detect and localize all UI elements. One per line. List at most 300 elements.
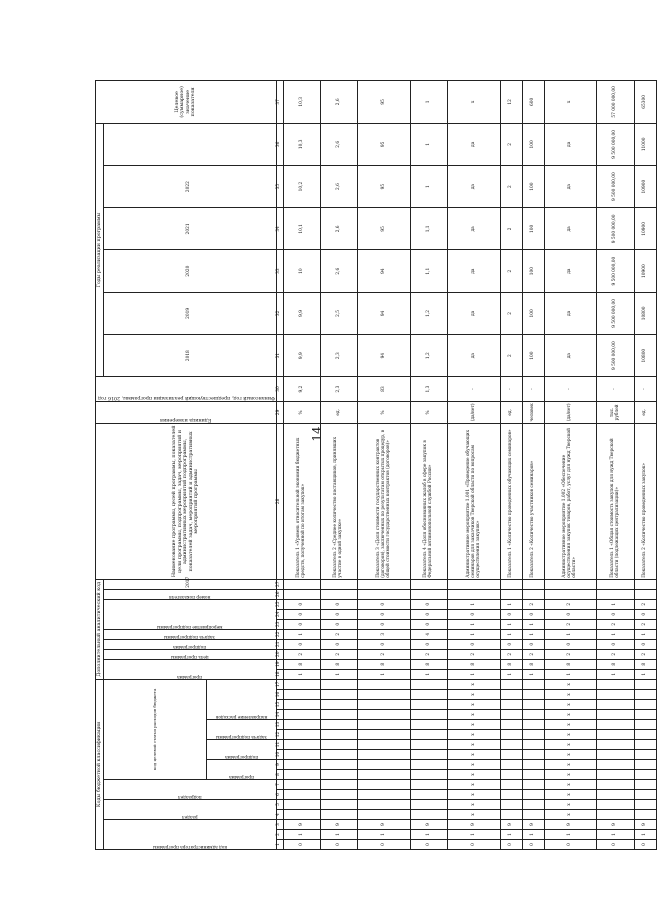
row-year-value: 2 — [501, 335, 523, 377]
row-base-value: - — [522, 377, 544, 401]
column-number: 3 — [276, 820, 283, 830]
code-cell — [501, 750, 523, 760]
year-2020-header: 2020 — [103, 250, 276, 292]
ta-subprogram-header: подпрограмма — [207, 740, 277, 760]
code-cell: 8 — [283, 659, 320, 669]
code-cell: 2 — [321, 649, 358, 659]
target-article-header: код целевой статьи расходов бюджета — [103, 679, 207, 779]
add-event-header: мероприятие подпрограммы — [103, 599, 276, 629]
code-cell: 1 — [283, 629, 320, 639]
row-year-value: 1,1 — [411, 250, 448, 292]
code-cell — [283, 750, 320, 760]
column-number: 33 — [276, 250, 283, 292]
code-cell: 2 — [544, 619, 597, 629]
row-year-value: 2,6 — [321, 123, 358, 165]
table-row — [358, 81, 411, 850]
code-cell — [358, 810, 411, 820]
code-cell: 0 — [411, 840, 448, 850]
code-cell — [283, 770, 320, 780]
row-year-value: 2,6 — [321, 165, 358, 207]
column-number: 18 — [276, 669, 283, 679]
code-cell — [501, 780, 523, 790]
year-2019-header: 2019 — [103, 292, 276, 334]
code-cell-empty — [634, 579, 656, 589]
code-cell: x — [544, 750, 597, 760]
code-cell — [411, 770, 448, 780]
code-cell — [358, 760, 411, 770]
code-cell: 2 — [522, 599, 544, 609]
ta-program-header: программа — [207, 760, 277, 780]
code-cell: 0 — [634, 639, 656, 649]
code-cell-empty — [544, 589, 597, 599]
row-year-value: 10900 — [634, 208, 656, 250]
row-year-value: да — [448, 250, 501, 292]
column-number: 21 — [276, 639, 283, 649]
code-cell-empty — [634, 589, 656, 599]
row-year-value: да — [448, 165, 501, 207]
code-cell — [522, 710, 544, 720]
code-cell — [283, 679, 320, 689]
table-row — [321, 81, 358, 850]
code-cell: 1 — [448, 599, 501, 609]
column-number: 29 — [276, 401, 283, 423]
section-header: раздел — [103, 800, 276, 820]
row-year-value: 9 500 000,00 — [597, 335, 634, 377]
code-cell: 0 — [634, 609, 656, 619]
code-cell — [358, 730, 411, 740]
row-unit: % — [411, 401, 448, 423]
row-target-value: 95 — [358, 81, 411, 124]
code-cell — [411, 810, 448, 820]
code-cell — [522, 720, 544, 730]
code-cell — [597, 790, 634, 800]
code-cell — [597, 730, 634, 740]
code-cell — [283, 720, 320, 730]
row-target-value: 2,6 — [321, 81, 358, 124]
code-cell: 1 — [283, 669, 320, 679]
code-cell — [411, 679, 448, 689]
code-cell — [634, 750, 656, 760]
code-cell-empty — [501, 579, 523, 589]
row-unit: (да/нет) — [448, 401, 501, 423]
code-cell — [597, 800, 634, 810]
code-cell: 2 — [522, 649, 544, 659]
code-cell: 9 — [411, 820, 448, 830]
column-number: 35 — [276, 165, 283, 207]
code-cell: x — [448, 740, 501, 750]
code-cell — [501, 790, 523, 800]
row-year-value: 100 — [522, 208, 544, 250]
code-cell — [321, 790, 358, 800]
budget-codes-header: Коды бюджетной классификации — [96, 679, 104, 849]
code-cell — [597, 740, 634, 750]
code-cell: x — [448, 770, 501, 780]
code-cell — [634, 710, 656, 720]
row-year-value: 94 — [358, 335, 411, 377]
column-number: 30 — [276, 377, 283, 401]
row-name: Показатель 1 «Уровень относительной экономии бюджетных средств, полученной по итогам закупок» — [283, 424, 320, 580]
row-unit: ед. — [634, 401, 656, 423]
code-cell — [522, 750, 544, 760]
row-year-value: да — [544, 208, 597, 250]
code-cell: 2 — [358, 649, 411, 659]
row-year-value: 10900 — [634, 250, 656, 292]
row-name: Показатель 4 «Доля обоснованных жалоб в сфере закупок в Федеральной антимонопольной службой России» — [411, 424, 448, 580]
code-cell — [522, 780, 544, 790]
code-cell: 8 — [544, 659, 597, 669]
row-year-value: 2 — [501, 208, 523, 250]
code-cell: 0 — [358, 639, 411, 649]
ta-task-header: задача подпрограммы — [207, 720, 277, 740]
row-year-value: 95 — [358, 208, 411, 250]
code-cell: x — [448, 700, 501, 710]
code-cell-empty — [522, 579, 544, 589]
code-cell: 2 — [634, 599, 656, 609]
code-cell: 1 — [522, 669, 544, 679]
code-cell: 0 — [597, 609, 634, 619]
table-row — [501, 81, 523, 850]
add-goal-header: цель программы — [103, 649, 276, 659]
add-numbering-header: номер показателя — [103, 589, 276, 599]
code-cell-empty — [448, 579, 501, 589]
code-cell: x — [544, 780, 597, 790]
column-number: 28 — [276, 424, 283, 580]
code-cell: 1 — [448, 629, 501, 639]
row-name: Административное мероприятие 1.002 «Обеспечение осуществления закупок товаров, работ, услуг для нужд Тверской области» — [544, 424, 597, 580]
year-2022-header: 2022 — [103, 165, 276, 207]
row-unit: ед. — [321, 401, 358, 423]
code-cell: 0 — [283, 840, 320, 850]
code-cell: 1 — [597, 629, 634, 639]
rotated-table-wrapper — [95, 80, 647, 850]
code-cell: 0 — [448, 609, 501, 619]
row-base-value: - — [501, 377, 523, 401]
target-header: Целевое (суммарное) значение показателя — [96, 81, 277, 124]
code-cell: 8 — [522, 659, 544, 669]
code-cell — [411, 690, 448, 700]
code-cell — [358, 679, 411, 689]
unit-header: Единица измерения — [96, 401, 277, 423]
row-target-value: 1 — [411, 81, 448, 124]
row-unit: человек — [522, 401, 544, 423]
code-cell: 0 — [283, 599, 320, 609]
code-cell: 1 — [501, 599, 523, 609]
code-cell: x — [448, 750, 501, 760]
code-cell: 1 — [321, 669, 358, 679]
code-cell: 0 — [358, 599, 411, 609]
code-cell: x — [448, 780, 501, 790]
row-year-value: 10800 — [634, 292, 656, 334]
subsection-header: подраздел — [103, 780, 276, 800]
column-number: 16 — [276, 690, 283, 700]
code-cell: 1 — [411, 669, 448, 679]
row-year-value: 1,2 — [411, 292, 448, 334]
row-year-value: 100 — [522, 250, 544, 292]
code-cell — [597, 770, 634, 780]
code-cell: 8 — [501, 659, 523, 669]
code-cell: 0 — [321, 599, 358, 609]
code-cell — [358, 700, 411, 710]
code-cell: 0 — [544, 840, 597, 850]
code-cell: 0 — [501, 840, 523, 850]
row-name: Показатель 2 «Количество проведенных закупок» — [634, 424, 656, 580]
code-cell: x — [448, 810, 501, 820]
row-year-value: 2 — [501, 250, 523, 292]
years-header: Годы реализации программы — [96, 123, 104, 377]
year-2017-header: 2017 — [103, 579, 276, 589]
code-cell — [501, 760, 523, 770]
code-cell — [283, 780, 320, 790]
code-cell: 0 — [283, 609, 320, 619]
code-cell: 1 — [501, 669, 523, 679]
year-2018-header: 2018 — [103, 335, 276, 377]
code-cell: 2 — [501, 649, 523, 659]
row-year-value: 100 — [522, 165, 544, 207]
column-number: 9 — [276, 760, 283, 770]
row-target-value: 600 — [522, 81, 544, 124]
row-unit: (да/нет) — [544, 401, 597, 423]
code-cell: 0 — [283, 639, 320, 649]
code-cell: x — [448, 710, 501, 720]
code-cell — [501, 770, 523, 780]
row-base-value: - — [544, 377, 597, 401]
code-cell: x — [544, 800, 597, 810]
code-cell — [358, 720, 411, 730]
column-number: 13 — [276, 720, 283, 730]
code-cell — [411, 700, 448, 710]
add-subprogram-header: подпрограмма — [103, 639, 276, 649]
code-cell: x — [544, 730, 597, 740]
row-year-value: да — [448, 335, 501, 377]
code-cell — [634, 760, 656, 770]
code-cell — [321, 780, 358, 790]
code-cell: 0 — [321, 619, 358, 629]
code-cell: 2 — [544, 649, 597, 659]
code-cell — [358, 770, 411, 780]
row-year-value: да — [448, 208, 501, 250]
code-cell — [358, 750, 411, 760]
column-number: 37 — [276, 81, 283, 124]
code-cell: 1 — [411, 830, 448, 840]
code-cell — [411, 780, 448, 790]
code-cell — [411, 720, 448, 730]
row-target-value: 57 000 000,00 — [597, 81, 634, 124]
code-cell: 0 — [448, 840, 501, 850]
code-cell: 0 — [411, 639, 448, 649]
code-cell — [321, 710, 358, 720]
code-cell — [522, 810, 544, 820]
code-cell: 1 — [522, 629, 544, 639]
code-cell: 2 — [597, 649, 634, 659]
row-name: Показатель 1 «Общая стоимость закупок для нужд Тверской области (подлежащих централизации)» — [597, 424, 634, 580]
column-number: 15 — [276, 700, 283, 710]
code-cell-empty — [544, 579, 597, 589]
code-cell — [321, 810, 358, 820]
code-cell — [411, 760, 448, 770]
row-year-value: 1 — [411, 123, 448, 165]
code-cell-empty — [522, 589, 544, 599]
code-cell: 9 — [544, 820, 597, 830]
code-cell-empty — [597, 579, 634, 589]
row-year-value: 10 — [283, 250, 320, 292]
code-cell: 0 — [544, 639, 597, 649]
admin-code-header: код администратора программы — [103, 820, 276, 850]
code-cell — [597, 710, 634, 720]
code-cell: x — [544, 760, 597, 770]
code-cell: 1 — [448, 830, 501, 840]
year-2021-header: 2021 — [103, 208, 276, 250]
table-row — [634, 81, 656, 850]
code-cell — [597, 679, 634, 689]
code-cell — [501, 740, 523, 750]
code-cell — [597, 810, 634, 820]
code-cell: x — [448, 690, 501, 700]
row-unit: тыс. рублей — [597, 401, 634, 423]
code-cell — [411, 790, 448, 800]
code-cell — [501, 679, 523, 689]
row-year-value: да — [448, 292, 501, 334]
code-cell: 1 — [597, 669, 634, 679]
row-year-value: 10800 — [634, 335, 656, 377]
code-cell: 9 — [448, 820, 501, 830]
code-cell: 1 — [544, 669, 597, 679]
row-base-value: - — [634, 377, 656, 401]
row-year-value: 2,3 — [321, 335, 358, 377]
code-cell: 0 — [522, 840, 544, 850]
code-cell — [283, 700, 320, 710]
code-cell — [411, 710, 448, 720]
column-number: 36 — [276, 123, 283, 165]
code-cell: 0 — [358, 609, 411, 619]
row-year-value: 2 — [501, 165, 523, 207]
row-year-value: 2,5 — [321, 292, 358, 334]
code-cell: 0 — [501, 609, 523, 619]
code-cell — [597, 750, 634, 760]
code-cell: x — [544, 770, 597, 780]
table-row — [283, 81, 320, 850]
row-year-value: да — [544, 165, 597, 207]
column-number: 23 — [276, 619, 283, 629]
row-year-value: 94 — [358, 292, 411, 334]
add-program-header: программа — [103, 659, 276, 679]
table-row — [544, 81, 597, 850]
row-year-value: 2,6 — [321, 250, 358, 292]
code-cell: 2 — [411, 649, 448, 659]
code-cell — [634, 690, 656, 700]
code-cell — [321, 750, 358, 760]
row-year-value: да — [544, 335, 597, 377]
code-cell — [522, 700, 544, 710]
code-cell-empty — [283, 579, 320, 589]
code-cell: 1 — [283, 830, 320, 840]
row-target-value: 12 — [501, 81, 523, 124]
row-year-value: 2 — [501, 123, 523, 165]
row-year-value: 10900 — [634, 165, 656, 207]
column-number: 27 — [276, 579, 283, 589]
code-cell — [358, 800, 411, 810]
code-cell — [321, 800, 358, 810]
row-name: Показатель 1 «Количество проведенных обучающих семинаров» — [501, 424, 523, 580]
column-number: 26 — [276, 589, 283, 599]
code-cell — [597, 780, 634, 790]
code-cell: 0 — [411, 619, 448, 629]
add-task-header: задача подпрограммы — [103, 629, 276, 639]
code-cell: 1 — [501, 830, 523, 840]
code-cell: 0 — [283, 619, 320, 629]
code-cell — [597, 700, 634, 710]
column-number: 10 — [276, 750, 283, 760]
code-cell: 1 — [544, 830, 597, 840]
code-cell — [283, 690, 320, 700]
code-cell — [358, 790, 411, 800]
code-cell: 9 — [597, 820, 634, 830]
code-cell: 2 — [544, 599, 597, 609]
code-cell — [321, 679, 358, 689]
row-year-value: 1 — [411, 165, 448, 207]
row-unit: % — [358, 401, 411, 423]
code-cell: 1 — [597, 830, 634, 840]
code-cell — [634, 780, 656, 790]
code-cell-empty — [283, 589, 320, 599]
row-year-value: 9,9 — [283, 335, 320, 377]
code-cell: 0 — [321, 840, 358, 850]
code-cell: 0 — [544, 609, 597, 619]
code-cell: 0 — [597, 840, 634, 850]
code-cell — [522, 770, 544, 780]
code-cell — [411, 750, 448, 760]
column-number: 1 — [276, 840, 283, 850]
code-cell — [597, 720, 634, 730]
row-year-value: 95 — [358, 123, 411, 165]
code-cell — [522, 690, 544, 700]
column-number: 20 — [276, 649, 283, 659]
code-cell: 9 — [358, 820, 411, 830]
code-cell — [321, 760, 358, 770]
code-cell — [283, 800, 320, 810]
code-cell — [522, 679, 544, 689]
code-cell-empty — [411, 579, 448, 589]
additional-codes-header: Дополнительный аналитический код — [96, 579, 104, 679]
row-year-value: 2 — [501, 292, 523, 334]
fin-year-header: Финансовый год, предшествующий реализации программы, 2016 год — [96, 377, 277, 401]
row-base-value: 83 — [358, 377, 411, 401]
row-year-value: да — [448, 123, 501, 165]
code-cell — [411, 740, 448, 750]
code-cell: 2 — [321, 629, 358, 639]
code-cell-empty — [501, 589, 523, 599]
code-cell: 9 — [634, 820, 656, 830]
code-cell: 1 — [501, 629, 523, 639]
code-cell-empty — [358, 579, 411, 589]
column-number: 2 — [276, 830, 283, 840]
code-cell — [283, 710, 320, 720]
name-header: Наименование программы, целей программы, показателей цели программы, подпрограммы, задач, мероприятий и административных мероприятий подпрограммы, показателей задач, мероприятий и административных мероприятий программы — [96, 424, 277, 580]
row-base-value: 1,3 — [411, 377, 448, 401]
row-year-value: 11000 — [634, 123, 656, 165]
column-number: 14 — [276, 710, 283, 720]
row-year-value: 1,2 — [411, 335, 448, 377]
code-cell: 0 — [321, 639, 358, 649]
code-cell: 0 — [321, 609, 358, 619]
code-cell: 2 — [597, 619, 634, 629]
column-number: 11 — [276, 740, 283, 750]
row-target-value: 10,3 — [283, 81, 320, 124]
code-cell: 8 — [321, 659, 358, 669]
code-cell — [321, 700, 358, 710]
row-target-value: x — [448, 81, 501, 124]
code-cell — [283, 760, 320, 770]
row-year-value: 9 500 000,00 — [597, 292, 634, 334]
